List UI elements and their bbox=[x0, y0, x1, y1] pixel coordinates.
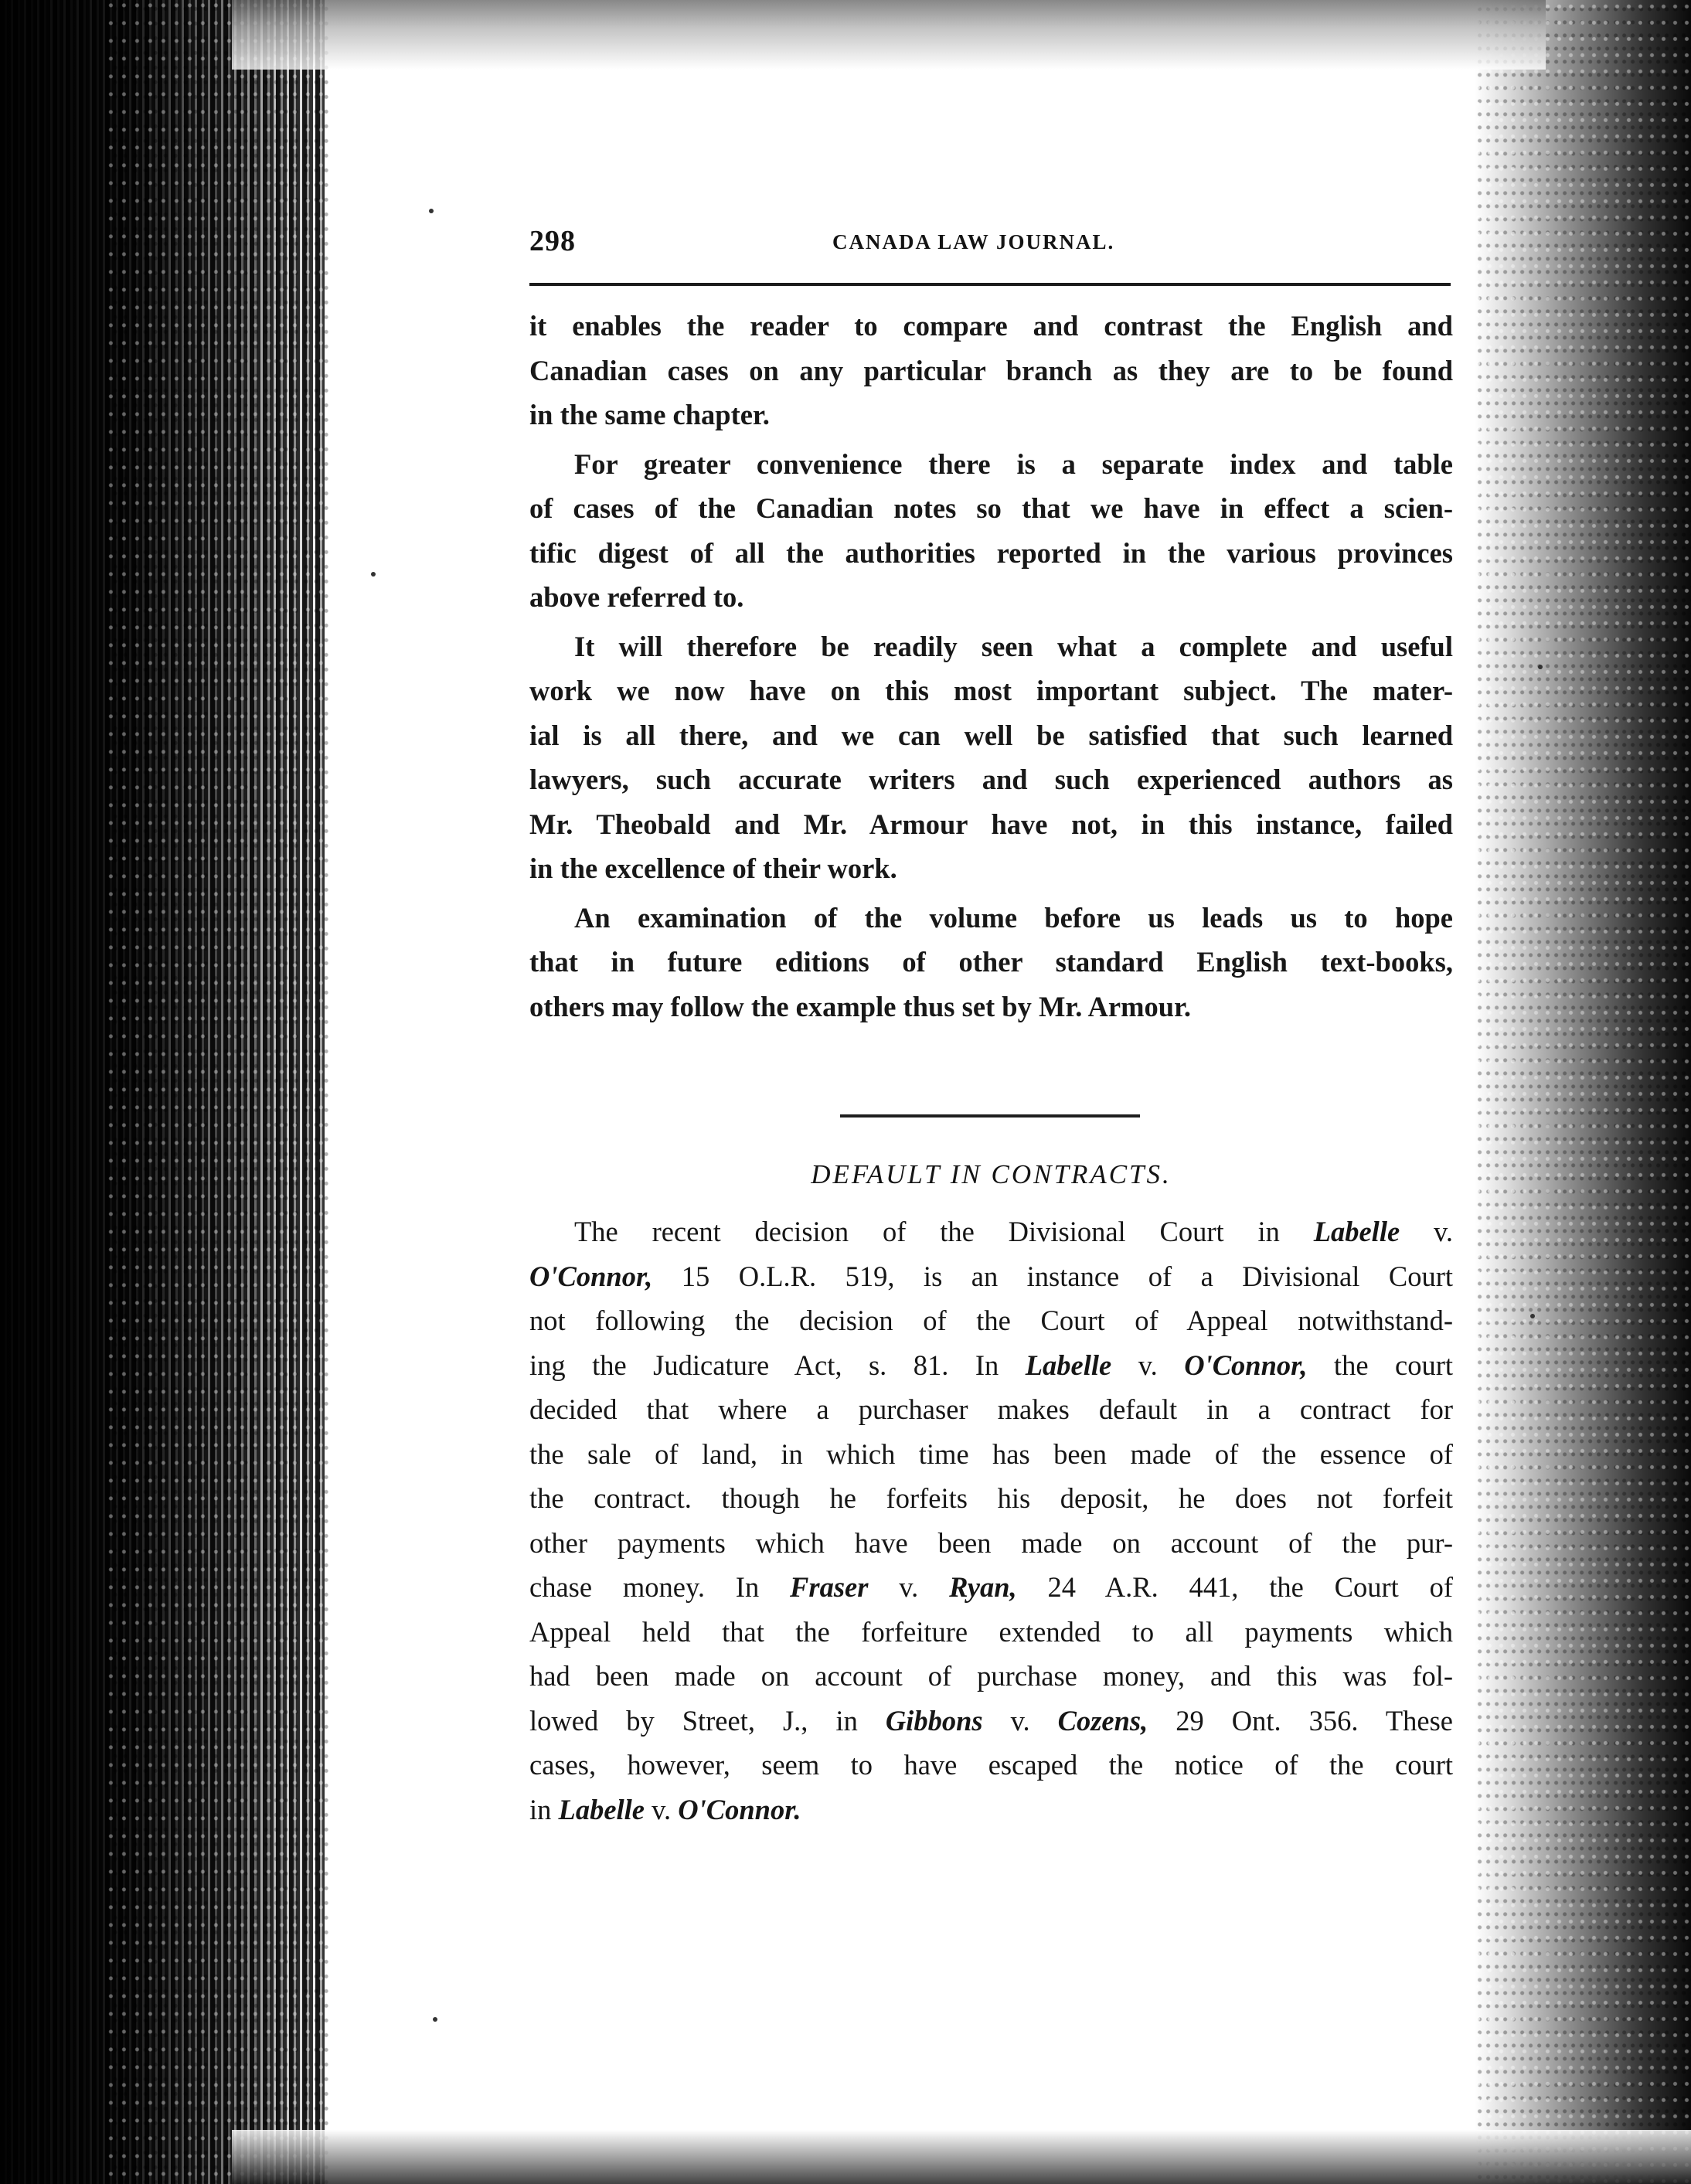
running-head bbox=[529, 224, 1453, 264]
text-line: it enables the reader to compare and contrast the English and bbox=[529, 310, 1453, 342]
scan-edge-top bbox=[232, 0, 1546, 70]
case-name: Labelle bbox=[558, 1793, 645, 1825]
section-title: DEFAULT IN CONTRACTS. bbox=[811, 1159, 1172, 1189]
text-line: in Labelle v. O'Connor. bbox=[529, 1793, 801, 1825]
text-line: For greater convenience there is a separate index and table bbox=[574, 447, 1453, 480]
scan-dot bbox=[429, 209, 434, 213]
case-name: Gibbons bbox=[885, 1704, 983, 1737]
text-line: An examination of the volume before us leads us to hope bbox=[574, 901, 1453, 934]
text-line: work we now have on this most important subject. The mater- bbox=[529, 675, 1453, 706]
text-line: Canadian cases on any particular branch as they are to be found bbox=[529, 354, 1453, 386]
text-line: that in future editions of other standard English text-books, bbox=[529, 946, 1453, 978]
text-line: The recent decision of the Divisional Court in Labelle v. bbox=[574, 1216, 1453, 1247]
text-line: lowed by Street, J., in Gibbons v. Cozens, 29 Ont. 356. These bbox=[529, 1704, 1453, 1737]
text-line: decided that where a purchaser makes default in a contract for bbox=[529, 1393, 1453, 1425]
case-name: O'Connor, bbox=[529, 1260, 653, 1292]
review-body bbox=[529, 304, 1453, 1029]
scan-speckle-left bbox=[108, 0, 332, 2184]
journal-title: CANADA LAW JOURNAL. bbox=[832, 230, 1115, 253]
page-number: 298 bbox=[529, 225, 576, 257]
scan-dot bbox=[371, 572, 376, 577]
text-line: Appeal held that the forfeiture extended to all payments which bbox=[529, 1615, 1453, 1648]
scan-dot bbox=[1538, 665, 1543, 669]
paragraph bbox=[529, 624, 1453, 891]
scan-dot bbox=[433, 2017, 437, 2022]
case-name: Fraser bbox=[790, 1571, 869, 1603]
text-line: lawyers, such accurate writers and such experienced authors as bbox=[529, 764, 1453, 795]
paragraph bbox=[529, 896, 1453, 1029]
text-line: in the excellence of their work. bbox=[529, 852, 897, 884]
text-line: in the same chapter. bbox=[529, 399, 770, 430]
text-line: chase money. In Fraser v. Ryan, 24 A.R. 441, the Court of bbox=[529, 1571, 1453, 1603]
paragraph bbox=[529, 442, 1453, 620]
text-line: the contract. though he forfeits his deposit, he does not forfeit bbox=[529, 1482, 1453, 1514]
text-line: others may follow the example thus set by Mr. Armour. bbox=[529, 990, 1192, 1022]
text-line: O'Connor, 15 O.L.R. 519, is an instance of a Divisional Court bbox=[529, 1260, 1453, 1292]
paragraph bbox=[529, 304, 1453, 437]
text-line: of cases of the Canadian notes so that we have in effect a scien- bbox=[529, 492, 1453, 524]
text-line: the sale of land, in which time has been made of the essence of bbox=[529, 1437, 1453, 1470]
case-name: O'Connor. bbox=[678, 1793, 801, 1825]
text-line: ing the Judicature Act, s. 81. In Labelle v. O'Connor, the court bbox=[529, 1349, 1453, 1381]
scan-dot bbox=[1530, 1314, 1535, 1318]
case-name: Labelle bbox=[1025, 1349, 1112, 1381]
text-line: ial is all there, and we can well be satisfied that such learned bbox=[529, 719, 1453, 751]
case-name: O'Connor, bbox=[1184, 1349, 1308, 1381]
case-name: Cozens, bbox=[1057, 1704, 1148, 1737]
section-body bbox=[529, 1209, 1453, 1832]
text-line: It will therefore be readily seen what a complete and useful bbox=[574, 630, 1453, 662]
text-line: cases, however, seem to have escaped the notice of the court bbox=[529, 1749, 1453, 1781]
scan-edge-bottom bbox=[232, 2130, 1691, 2184]
text-line: Mr. Theobald and Mr. Armour have not, in this instance, failed bbox=[529, 808, 1453, 840]
header-rule bbox=[529, 283, 1451, 286]
text-line: above referred to. bbox=[529, 581, 744, 613]
text-line: had been made on account of purchase money, and this was fol- bbox=[529, 1660, 1453, 1692]
case-name: Ryan, bbox=[949, 1571, 1017, 1603]
text-line: tific digest of all the authorities reported in the various provinces bbox=[529, 536, 1453, 569]
document-page bbox=[529, 224, 1453, 1825]
text-line: not following the decision of the Court of Appeal notwithstand- bbox=[529, 1305, 1453, 1336]
case-name: Labelle bbox=[1313, 1216, 1400, 1247]
scan-speckle-right bbox=[1475, 0, 1691, 2184]
text-line: other payments which have been made on account of the pur- bbox=[529, 1526, 1453, 1559]
section-separator bbox=[840, 1114, 1140, 1118]
